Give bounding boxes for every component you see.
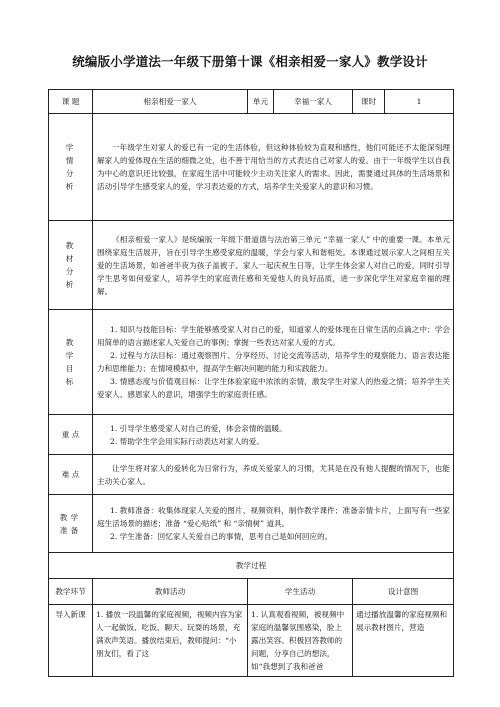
header-stage: 教学环节 [49, 579, 93, 605]
topic-label: 课 题 [49, 90, 93, 114]
student-activity-cell: 1. 认真观看视频，被视频中家庭的温馨氛围感染，脸上露出笑容。积极回答教师的问题，分享自己的想法，如“我想到了我和爸爸 [248, 605, 353, 677]
unit-label: 单元 [248, 90, 274, 114]
prep-item: 2. 学生准备：回忆家人关爱自己的事情，思考自己是如何回应的。 [110, 532, 333, 541]
preparation-label: 教学 准备 [49, 495, 93, 553]
difficulty-row [49, 455, 454, 495]
keypoint-item: 2. 帮助学生学会用实际行动表达对家人的爱。 [110, 436, 264, 446]
learner-analysis-row [49, 114, 454, 221]
topic-value: 相亲相爱一家人 [93, 90, 248, 114]
keypoints-label: 重 点 [49, 415, 93, 455]
teacher-activity-cell: 1. 播放一段温馨的家庭视频，视频内容为家人一起做饭、吃饭、聊天、玩耍的场景，充满欢声笑语。播放结束后，教师提问：“小朋友们，看了这 [93, 605, 248, 677]
topic-row [49, 90, 454, 114]
process-row-intro [49, 605, 454, 677]
process-title: 教学过程 [49, 553, 454, 579]
preparation-text [93, 495, 454, 553]
hours-value: 1 [385, 90, 454, 114]
unit-value: 幸福一家人 [274, 90, 353, 114]
material-analysis-text: 《相亲相爱一家人》是统编版一年级下册道德与法治第三单元 “幸福一家人” 中的重要一课。本单元围绕家庭生活展开，旨在引导学生感受家庭的温暖，学会与家人和谐相处。本课通过展示家人之间相互关爱的生活场景，如爸爸半夜为孩子盖被子、家人一起庆祝生日等，让学生体会家人对自己的爱，同时引导学生思考如何爱家人，培养学生的家庭责任感和关爱他人的良好品质，进一步深化学生对家庭幸福的理解。 [93, 221, 454, 310]
header-teacher: 教师活动 [93, 579, 248, 605]
design-intent-cell: 通过播放温馨的家庭视频和展示教材图片，营造 [353, 605, 454, 677]
goal-item: 2. 过程与方法目标：通过观察图片、分享经历、讨论交流等活动，培养学生的观察能力、语言表达能力和思维能力；在情境模拟中，提高学生解决问题的能力和实践能力。 [97, 351, 450, 373]
lesson-plan-table [48, 89, 454, 677]
stage-cell: 导入新课 [49, 605, 93, 677]
keypoints-row [49, 415, 454, 455]
difficulty-label: 难 点 [49, 455, 93, 495]
keypoints-text [93, 415, 454, 455]
page-title: 统编版小学道法一年级下册第十课《相亲相爱一家人》教学设计 [72, 54, 428, 69]
header-intent: 设计意图 [353, 579, 454, 605]
hours-label: 课时 [353, 90, 385, 114]
keypoint-item: 1. 引导学生感受家人对自己的爱，体会亲情的温暖。 [110, 423, 287, 433]
material-analysis-label: 教 材 分 析 [49, 221, 93, 310]
goal-item: 3. 情感态度与价值观目标：让学生体验家庭中浓浓的亲情，激发学生对家人的热爱之情；培养学生关爱家人、感恩家人的意识，增强学生的家庭责任感。 [97, 377, 450, 399]
goal-item: 1. 知识与技能目标：学生能够感受家人对自己的爱，知道家人的爱体现在日常生活的点滴之中；学会用简单的语言描述家人关爱自己的事例；掌握一些表达对家人爱的方式。 [97, 325, 450, 347]
teaching-goals-row [49, 310, 454, 415]
teaching-goals-label: 教 学 目 标 [49, 310, 93, 415]
process-header-row [49, 579, 454, 605]
header-student: 学生活动 [248, 579, 353, 605]
difficulty-text: 让学生将对家人的爱转化为日常行为，养成关爱家人的习惯，尤其是在没有他人提醒的情况下，也能主动关心家人。 [93, 455, 454, 495]
learner-analysis-label: 学 情 分 析 [49, 114, 93, 221]
prep-item: 1. 教师准备：收集体现家人关爱的图片、视频资料，制作教学课件；准备亲情卡片，上面写有一些家庭生活场景的描述；准备 “爱心贴纸” 和 “亲情树” 道具。 [97, 506, 450, 528]
process-title-row [49, 553, 454, 579]
teaching-goals-text [93, 310, 454, 415]
learner-analysis-text: 一年级学生对家人的爱已有一定的生活体验，但这种体验较为直观和感性，他们可能还不太能深刻理解家人的爱体现在生活的细微之处，也不善于用恰当的方式表达自己对家人的爱。由于一年级学生以自我为中心的意识还比较强，在家庭生活中可能较少主动关注家人的需求。因此，需要通过具体的生活场景和活动引导学生感受家人的爱，学习表达爱的方式，培养学生关爱家人的意识和习惯。 [93, 114, 454, 221]
material-analysis-row [49, 221, 454, 310]
preparation-row [49, 495, 454, 553]
